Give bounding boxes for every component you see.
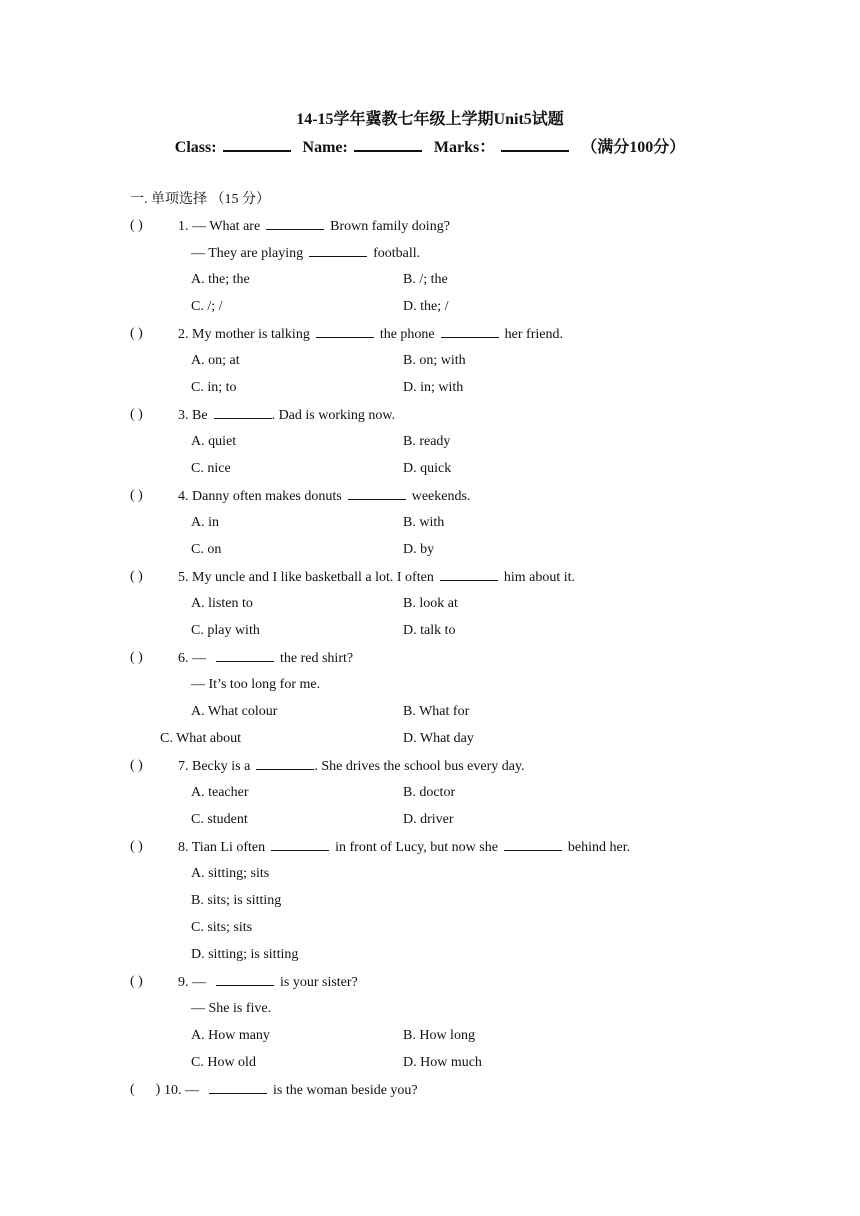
answer-blank <box>271 838 329 851</box>
answer-bracket[interactable]: ( ) <box>130 974 143 989</box>
question-1-line2: — They are playing football. <box>191 246 421 261</box>
option-d[interactable]: D. quick <box>403 461 452 476</box>
answer-bracket[interactable]: ( ) <box>130 650 143 665</box>
option-d[interactable]: D. What day <box>403 731 474 746</box>
answer-blank <box>440 568 498 581</box>
answer-blank <box>504 838 562 851</box>
option-c[interactable]: C. play with <box>191 623 260 638</box>
question-9-line2: — She is five. <box>191 1001 272 1016</box>
option-c[interactable]: C. What about <box>160 731 242 746</box>
answer-bracket[interactable]: ( ) <box>130 407 143 422</box>
option-b[interactable]: B. How long <box>403 1028 475 1043</box>
answer-bracket[interactable]: ( ) <box>130 488 143 503</box>
marks-blank[interactable] <box>501 136 569 152</box>
marks-label: Marks： <box>433 139 496 156</box>
option-b[interactable]: B. sits; is sitting <box>191 893 282 908</box>
option-a[interactable]: A. teacher <box>191 785 249 800</box>
answer-bracket[interactable]: ( ) <box>130 569 143 584</box>
option-a[interactable]: A. on; at <box>191 353 240 368</box>
question-1: 1. — What are Brown family doing? <box>178 219 450 234</box>
answer-blank <box>266 217 324 230</box>
answer-blank <box>216 649 274 662</box>
option-a[interactable]: A. How many <box>191 1028 270 1043</box>
full-marks-note: （满分100分） <box>581 139 686 156</box>
option-c[interactable]: C. in; to <box>191 380 237 395</box>
answer-bracket[interactable]: ( ) <box>130 326 143 341</box>
option-b[interactable]: B. /; the <box>403 272 448 287</box>
answer-blank <box>348 487 406 500</box>
option-a[interactable]: A. What colour <box>191 704 278 719</box>
option-b[interactable]: B. with <box>403 515 445 530</box>
question-6-line2: — It’s too long for me. <box>191 677 321 692</box>
option-b[interactable]: B. ready <box>403 434 451 449</box>
option-c[interactable]: C. nice <box>191 461 231 476</box>
answer-bracket[interactable]: ( ) <box>130 839 143 854</box>
question-3: 3. Be . Dad is working now. <box>178 408 396 423</box>
option-c[interactable]: C. /; / <box>191 299 223 314</box>
option-c[interactable]: C. sits; sits <box>191 920 253 935</box>
option-d[interactable]: D. by <box>403 542 435 557</box>
answer-blank <box>256 757 314 770</box>
question-4: 4. Danny often makes donuts weekends. <box>178 489 471 504</box>
page-title: 14-15学年冀教七年级上学期Unit5试题 <box>296 111 564 128</box>
answer-blank <box>214 406 272 419</box>
section-heading: 一. 单项选择 （15 分） <box>130 192 270 207</box>
option-d[interactable]: D. driver <box>403 812 454 827</box>
option-b[interactable]: B. look at <box>403 596 458 611</box>
answer-bracket[interactable]: ( ) <box>130 758 143 773</box>
option-d[interactable]: D. in; with <box>403 380 464 395</box>
option-d[interactable]: D. How much <box>403 1055 482 1070</box>
option-d[interactable]: D. sitting; is sitting <box>191 947 299 962</box>
option-b[interactable]: B. on; with <box>403 353 466 368</box>
name-label: Name: <box>302 139 348 156</box>
answer-bracket[interactable]: ( ) <box>130 218 143 233</box>
question-8: 8. Tian Li often in front of Lucy, but now she behind her. <box>178 840 631 855</box>
option-a[interactable]: A. in <box>191 515 219 530</box>
answer-blank <box>309 244 367 257</box>
question-7: 7. Becky is a . She drives the school bus every day. <box>178 759 525 774</box>
option-c[interactable]: C. How old <box>191 1055 256 1070</box>
question-2: 2. My mother is talking the phone her friend. <box>178 327 563 342</box>
name-blank[interactable] <box>354 136 422 152</box>
class-label: Class: <box>174 139 217 156</box>
question-10: 10. — is the woman beside you? <box>164 1083 418 1098</box>
option-c[interactable]: C. student <box>191 812 248 827</box>
option-c[interactable]: C. on <box>191 542 222 557</box>
answer-bracket[interactable]: ( ) <box>130 1082 161 1097</box>
question-6: 6. — the red shirt? <box>178 651 354 666</box>
option-d[interactable]: D. talk to <box>403 623 456 638</box>
option-b[interactable]: B. What for <box>403 704 470 719</box>
option-a[interactable]: A. listen to <box>191 596 253 611</box>
option-d[interactable]: D. the; / <box>403 299 449 314</box>
student-info-line <box>0 134 860 157</box>
answer-blank <box>316 325 374 338</box>
option-a[interactable]: A. sitting; sits <box>191 866 270 881</box>
option-a[interactable]: A. the; the <box>191 272 250 287</box>
question-9: 9. — is your sister? <box>178 975 358 990</box>
answer-blank <box>216 973 274 986</box>
answer-blank <box>209 1081 267 1094</box>
question-5: 5. My uncle and I like basketball a lot. I often him about it. <box>178 570 575 585</box>
option-a[interactable]: A. quiet <box>191 434 237 449</box>
class-blank[interactable] <box>223 136 291 152</box>
answer-blank <box>441 325 499 338</box>
option-b[interactable]: B. doctor <box>403 785 456 800</box>
